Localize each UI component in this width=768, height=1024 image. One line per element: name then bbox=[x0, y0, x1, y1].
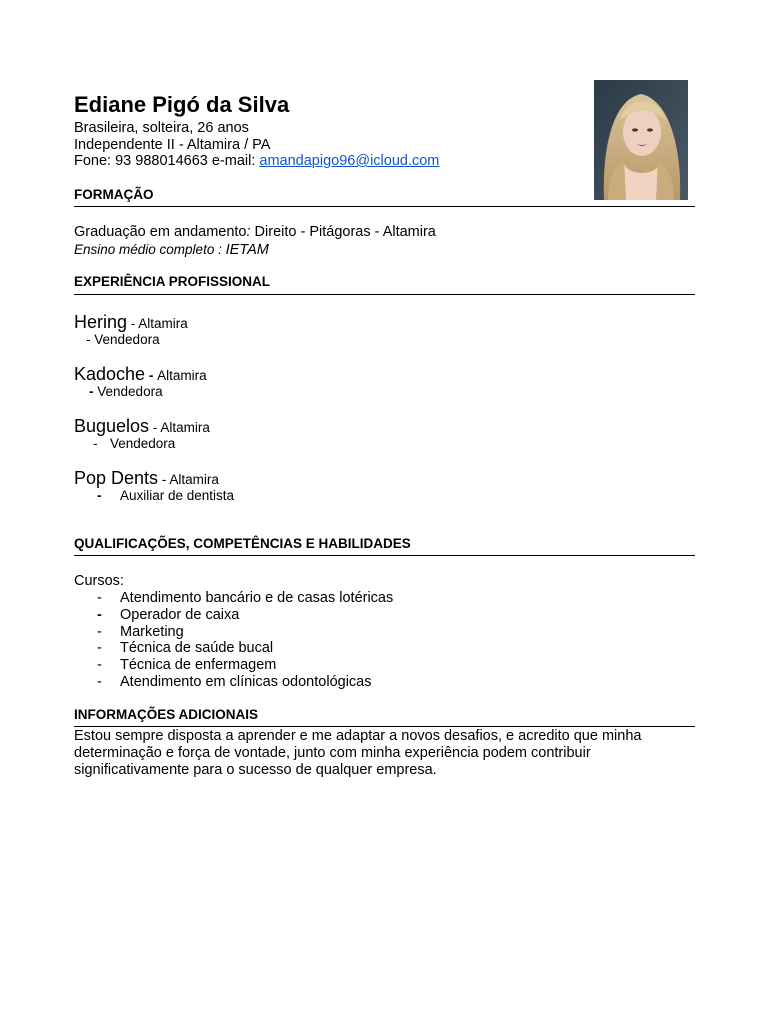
section-divider bbox=[74, 294, 695, 295]
bullet-dash: - bbox=[97, 674, 102, 690]
education-item-high-school bbox=[74, 242, 269, 258]
section-divider bbox=[74, 726, 695, 727]
address: Independente II - Altamira / PA bbox=[74, 137, 271, 153]
job-separator: - bbox=[149, 420, 161, 435]
job-role: Vendedora bbox=[97, 384, 163, 399]
section-title-experiencia: EXPERIÊNCIA PROFISSIONAL bbox=[74, 274, 271, 289]
job-title-buguelos bbox=[74, 416, 210, 437]
bullet-dash: - bbox=[93, 436, 98, 451]
education-colon: : bbox=[246, 224, 251, 240]
profile-photo bbox=[594, 80, 688, 200]
bullet-dash: - bbox=[97, 488, 102, 503]
course-item bbox=[97, 624, 184, 640]
job-company: Pop Dents bbox=[74, 468, 159, 488]
bullet-dash: - bbox=[97, 640, 102, 656]
education-degree-label: Graduação em andamento bbox=[74, 224, 247, 240]
bullet-dash: - bbox=[97, 590, 102, 606]
section-title-adicionais: INFORMAÇÕES ADICIONAIS bbox=[74, 707, 259, 722]
bullet-dash: - bbox=[97, 607, 102, 623]
job-city: Altamira bbox=[160, 420, 210, 435]
course-item bbox=[97, 607, 239, 623]
candidate-name: Ediane Pigó da Silva bbox=[74, 92, 290, 117]
courses-label: Cursos: bbox=[74, 573, 124, 589]
email-link[interactable]: amandapigo96@icloud.com bbox=[259, 153, 440, 169]
job-company: Buguelos bbox=[74, 416, 150, 436]
job-city: Altamira bbox=[157, 368, 207, 383]
education-hs-label: Ensino médio completo : bbox=[74, 242, 226, 257]
job-title-kadoche bbox=[74, 364, 207, 385]
job-title-hering bbox=[74, 312, 188, 333]
course-name: Atendimento em clínicas odontológicas bbox=[120, 674, 372, 690]
section-divider bbox=[74, 555, 695, 556]
section-divider bbox=[74, 206, 695, 207]
course-item bbox=[97, 590, 393, 606]
additional-info-text: Estou sempre disposta a aprender e me adaptar a novos desafios, e acredito que minha determinação e força de vontade, junto com minha experiência podem contribuir significativamente para o sucesso de qualquer empresa. bbox=[74, 728, 642, 778]
job-company: Hering bbox=[74, 312, 128, 332]
job-role-buguelos bbox=[93, 436, 175, 451]
course-item bbox=[97, 657, 276, 673]
job-city: Altamira bbox=[138, 316, 188, 331]
course-item bbox=[97, 674, 371, 690]
education-hs-school: IETAM bbox=[225, 242, 269, 258]
job-role-kadoche bbox=[89, 384, 163, 399]
course-name: Operador de caixa bbox=[120, 607, 240, 623]
job-role: Vendedora bbox=[110, 436, 176, 451]
course-name: Marketing bbox=[120, 624, 184, 640]
course-name: Técnica de enfermagem bbox=[120, 657, 277, 673]
phone-label: Fone: 93 988014663 e-mail: bbox=[74, 153, 260, 169]
bullet-dash: - bbox=[97, 624, 102, 640]
course-name: Atendimento bancário e de casas lotéricas bbox=[120, 590, 394, 606]
section-title-formacao: FORMAÇÃO bbox=[74, 187, 154, 202]
job-separator: - bbox=[158, 472, 170, 487]
section-title-qualificacoes: QUALIFICAÇÕES, COMPETÊNCIAS E HABILIDADES bbox=[74, 536, 411, 551]
course-name: Técnica de saúde bucal bbox=[120, 640, 274, 656]
job-company: Kadoche bbox=[74, 364, 146, 384]
job-role-pop-dents bbox=[97, 488, 234, 503]
job-separator: - bbox=[127, 316, 139, 331]
job-title-pop-dents bbox=[74, 468, 219, 489]
bullet-dash: - bbox=[97, 657, 102, 673]
education-item-graduation bbox=[74, 224, 436, 240]
course-item bbox=[97, 640, 273, 656]
job-role: Vendedora bbox=[94, 332, 160, 347]
job-city: Altamira bbox=[169, 472, 219, 487]
bullet-dash: - bbox=[86, 332, 91, 347]
job-role: Auxiliar de dentista bbox=[120, 488, 235, 503]
job-separator: - bbox=[145, 368, 158, 383]
contact-line bbox=[74, 153, 439, 169]
education-course: Direito - Pitágoras - Altamira bbox=[250, 224, 436, 240]
job-role-hering bbox=[86, 332, 160, 347]
personal-info: Brasileira, solteira, 26 anos bbox=[74, 120, 249, 136]
bullet-dash: - bbox=[89, 384, 94, 399]
